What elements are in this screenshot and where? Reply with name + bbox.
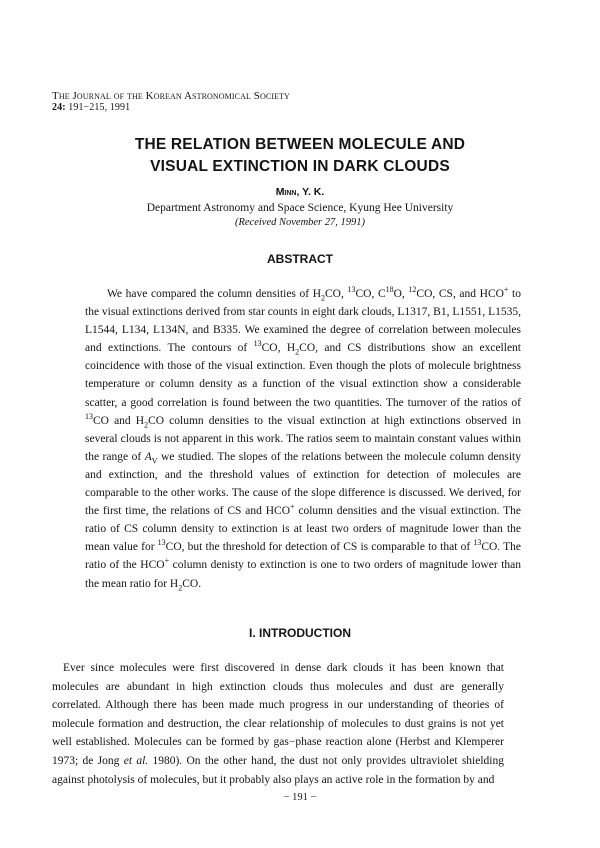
page-range: 191−215, 1991 <box>68 102 131 113</box>
text-run: CO, C <box>355 288 386 300</box>
text-run: CO, but the threshold for detection of CS is comparable to that of <box>165 541 474 554</box>
journal-name: The Journal of the Korean Astronomical Society <box>52 90 290 102</box>
author-affiliation: Department Astronomy and Space Science, Kyung Hee University <box>146 202 454 214</box>
subscript: 2 <box>178 582 183 592</box>
journal-header <box>52 90 290 114</box>
text-run: We have compared the column densities of H <box>107 288 322 300</box>
superscript: + <box>503 285 509 295</box>
title-line-1: THE RELATION BETWEEN MOLECULE AND <box>134 136 466 153</box>
volume-number: 24: <box>52 102 66 113</box>
superscript: 13 <box>473 538 482 548</box>
received-date: (Received November 27, 1991) <box>234 217 366 228</box>
superscript: 13 <box>157 538 166 548</box>
abstract-body <box>85 285 521 593</box>
paper-title <box>0 134 600 178</box>
text-run: CO, CS, and HCO <box>416 288 504 300</box>
superscript: 13 <box>347 285 356 295</box>
subscript: V <box>151 456 158 466</box>
subscript: 2 <box>144 419 149 429</box>
section-heading-introduction: I. INTRODUCTION <box>249 626 351 640</box>
introduction-body <box>52 659 504 789</box>
italic-text: et al. <box>123 754 149 767</box>
subscript: 2 <box>295 347 300 357</box>
text-run: CO, H <box>261 342 296 355</box>
text-run: CO and H <box>93 414 145 427</box>
text-run: CO, and CS distributions show an excellent coincidence with those of the visual extinction. Even though the plots of molecule brightness temperature or column density as a function of the visual extinction show a considerable scatter, a good correlation is found between the two quantities. The turnover of the ratios of <box>85 342 521 409</box>
text-run: CO column densities to the visual extinction at high extinctions observed in several clouds is not apparent in this work. The ratios seem to maintain constant values within the range of <box>85 414 521 463</box>
italic-text: A <box>144 450 152 463</box>
text-run: CO, <box>325 288 348 300</box>
text-run: 1980). On the other hand, the dust not only provides ultraviolet shielding against photolysis of molecules, but it probably also plays an active role in the formation by and <box>52 754 504 786</box>
page-number: − 191 − <box>283 792 317 803</box>
superscript: 12 <box>408 285 417 295</box>
superscript: 13 <box>253 339 262 349</box>
superscript: 18 <box>385 285 394 295</box>
abstract-heading: ABSTRACT <box>267 252 333 266</box>
text-run: O, <box>393 288 409 300</box>
text-run: to the visual extinctions derived from star counts in eight dark clouds, L1317, B1, L1551, L1535, L1544, L134, L134N, and B335. We examined the degree of correlation between molecules and extinctions. The contours of <box>85 288 521 355</box>
journal-volume-pages <box>52 102 290 114</box>
author-name: Minn, Y. K. <box>275 186 325 198</box>
text-run: column densities and the visual extinction. The ratio of CS column density to extinction is at least two orders of magnitude lower than the mean value for <box>85 505 521 554</box>
superscript: + <box>164 556 170 566</box>
text-run: column denisty to extinction is one to two orders of magnitude lower than the mean ratio for H <box>85 559 522 590</box>
superscript: + <box>290 502 295 512</box>
text-run: CO. <box>182 577 202 590</box>
subscript: 2 <box>321 293 326 303</box>
title-line-2: VISUAL EXTINCTION IN DARK CLOUDS <box>150 158 450 175</box>
text-run: Ever since molecules were first discovered in dense dark clouds it has been known that molecules are abundant in high extinction clouds thus molecules and dust are generally correlated. Although there has been made much progress in our understanding of theories of molecule formation and destruction, the clear relationship of molecules to dust grains is not yet well established. Molecules can be formed by gas−phase reaction alone (Herbst and Klemperer 1973; de Jong <box>52 662 504 767</box>
text-run: we studied. The slopes of the relations between the molecule column density and extinction, and the threshold values of extinction for detection of molecules are comparable to the other works. The cause of the slope difference is discussed. We derived, for the first time, the relations of CS and HCO <box>85 450 521 518</box>
text-run: CO. The ratio of the HCO <box>85 541 521 572</box>
superscript: 13 <box>85 411 93 421</box>
